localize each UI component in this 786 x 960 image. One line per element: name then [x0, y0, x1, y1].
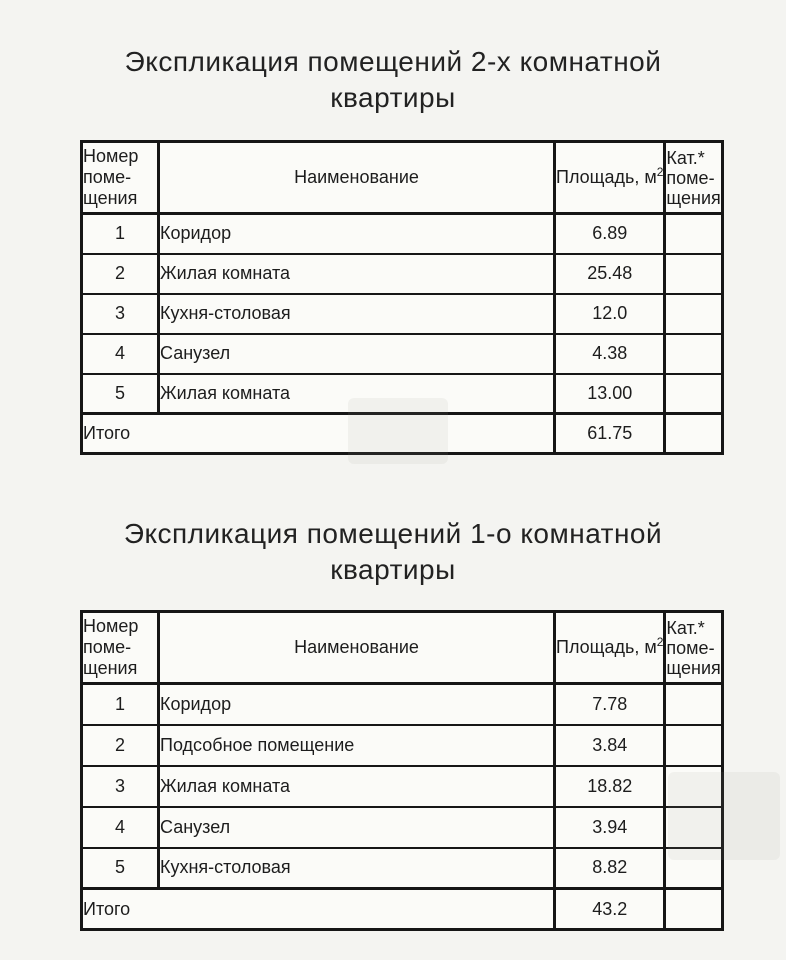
room-name-cell: Жилая комната — [159, 374, 555, 414]
header-area-superscript: 2 — [656, 165, 664, 179]
header-area-label: Площадь, м — [556, 167, 657, 187]
section-1-title-line-2: квартиры — [330, 82, 456, 113]
room-category-cell — [665, 214, 722, 254]
table-row — [82, 807, 723, 848]
room-name-cell: Подсобное помещение — [159, 725, 555, 766]
total-area-cell: 61.75 — [555, 414, 665, 454]
room-number-cell: 2 — [82, 254, 159, 294]
room-area-cell: 3.94 — [555, 807, 665, 848]
table-row — [82, 374, 723, 414]
header-category — [665, 142, 722, 214]
header-room-number-line: щения — [83, 188, 138, 208]
header-room-number — [82, 612, 159, 684]
total-category-cell — [665, 414, 722, 454]
table-total-row — [82, 414, 723, 454]
header-area-label: Площадь, м — [556, 637, 657, 657]
room-category-cell — [665, 334, 722, 374]
header-area — [555, 612, 665, 684]
table-row — [82, 254, 723, 294]
explication-table-1-room — [80, 610, 724, 931]
total-label-cell: Итого — [82, 414, 555, 454]
room-category-cell — [665, 294, 722, 334]
header-room-name: Наименование — [159, 142, 555, 214]
room-area-cell: 7.78 — [555, 684, 665, 725]
room-name-cell: Санузел — [159, 807, 555, 848]
explication-table-2-room — [80, 140, 724, 455]
table-row — [82, 334, 723, 374]
room-name-cell: Жилая комната — [159, 254, 555, 294]
room-name-cell: Жилая комната — [159, 766, 555, 807]
room-number-cell: 1 — [82, 684, 159, 725]
header-room-number — [82, 142, 159, 214]
header-room-number-line: поме- — [83, 637, 132, 657]
room-name-cell: Кухня-столовая — [159, 294, 555, 334]
room-category-cell — [665, 684, 722, 725]
table-row — [82, 848, 723, 889]
table-row — [82, 294, 723, 334]
header-room-number-line: Номер — [83, 616, 139, 636]
total-area-cell: 43.2 — [555, 889, 665, 930]
table-row — [82, 684, 723, 725]
table-header-row — [82, 612, 723, 684]
room-category-cell — [665, 807, 722, 848]
room-category-cell — [665, 374, 722, 414]
section-1-title — [0, 44, 786, 116]
header-category-line: Кат.* — [666, 147, 705, 168]
header-category-line: щения — [666, 657, 721, 678]
table-row — [82, 725, 723, 766]
room-number-cell: 3 — [82, 294, 159, 334]
room-number-cell: 5 — [82, 374, 159, 414]
table-total-row — [82, 889, 723, 930]
room-name-cell: Коридор — [159, 684, 555, 725]
header-room-number-line: поме- — [83, 167, 132, 187]
header-room-name: Наименование — [159, 612, 555, 684]
header-room-number-line: Номер — [83, 146, 139, 166]
header-category-line: щения — [666, 187, 721, 208]
header-category-line: поме- — [666, 637, 715, 658]
section-2-title-line-1: Экспликация помещений 1-о комнатной — [123, 518, 663, 549]
room-number-cell: 1 — [82, 214, 159, 254]
room-area-cell: 8.82 — [555, 848, 665, 889]
section-1-title-line-1: Экспликация помещений 2-х комнатной — [124, 46, 662, 77]
room-area-cell: 13.00 — [555, 374, 665, 414]
total-category-cell — [665, 889, 722, 930]
total-label-cell: Итого — [82, 889, 555, 930]
room-area-cell: 6.89 — [555, 214, 665, 254]
room-category-cell — [665, 725, 722, 766]
room-area-cell: 18.82 — [555, 766, 665, 807]
room-category-cell — [665, 254, 722, 294]
room-name-cell: Кухня-столовая — [159, 848, 555, 889]
header-area-superscript: 2 — [656, 635, 664, 649]
room-name-cell: Санузел — [159, 334, 555, 374]
room-area-cell: 3.84 — [555, 725, 665, 766]
header-area — [555, 142, 665, 214]
room-number-cell: 3 — [82, 766, 159, 807]
table-row — [82, 214, 723, 254]
room-area-cell: 4.38 — [555, 334, 665, 374]
header-category-line: поме- — [666, 167, 715, 188]
room-number-cell: 4 — [82, 334, 159, 374]
room-number-cell: 4 — [82, 807, 159, 848]
room-number-cell: 5 — [82, 848, 159, 889]
header-category — [665, 612, 722, 684]
room-area-cell: 12.0 — [555, 294, 665, 334]
table-header-row — [82, 142, 723, 214]
room-category-cell — [665, 848, 722, 889]
room-number-cell: 2 — [82, 725, 159, 766]
header-category-line: Кат.* — [666, 617, 705, 638]
table-row — [82, 766, 723, 807]
room-name-cell: Коридор — [159, 214, 555, 254]
section-2-title-line-2: квартиры — [330, 554, 456, 585]
room-area-cell: 25.48 — [555, 254, 665, 294]
room-category-cell — [665, 766, 722, 807]
header-room-number-line: щения — [83, 658, 138, 678]
section-2-title — [0, 516, 786, 588]
